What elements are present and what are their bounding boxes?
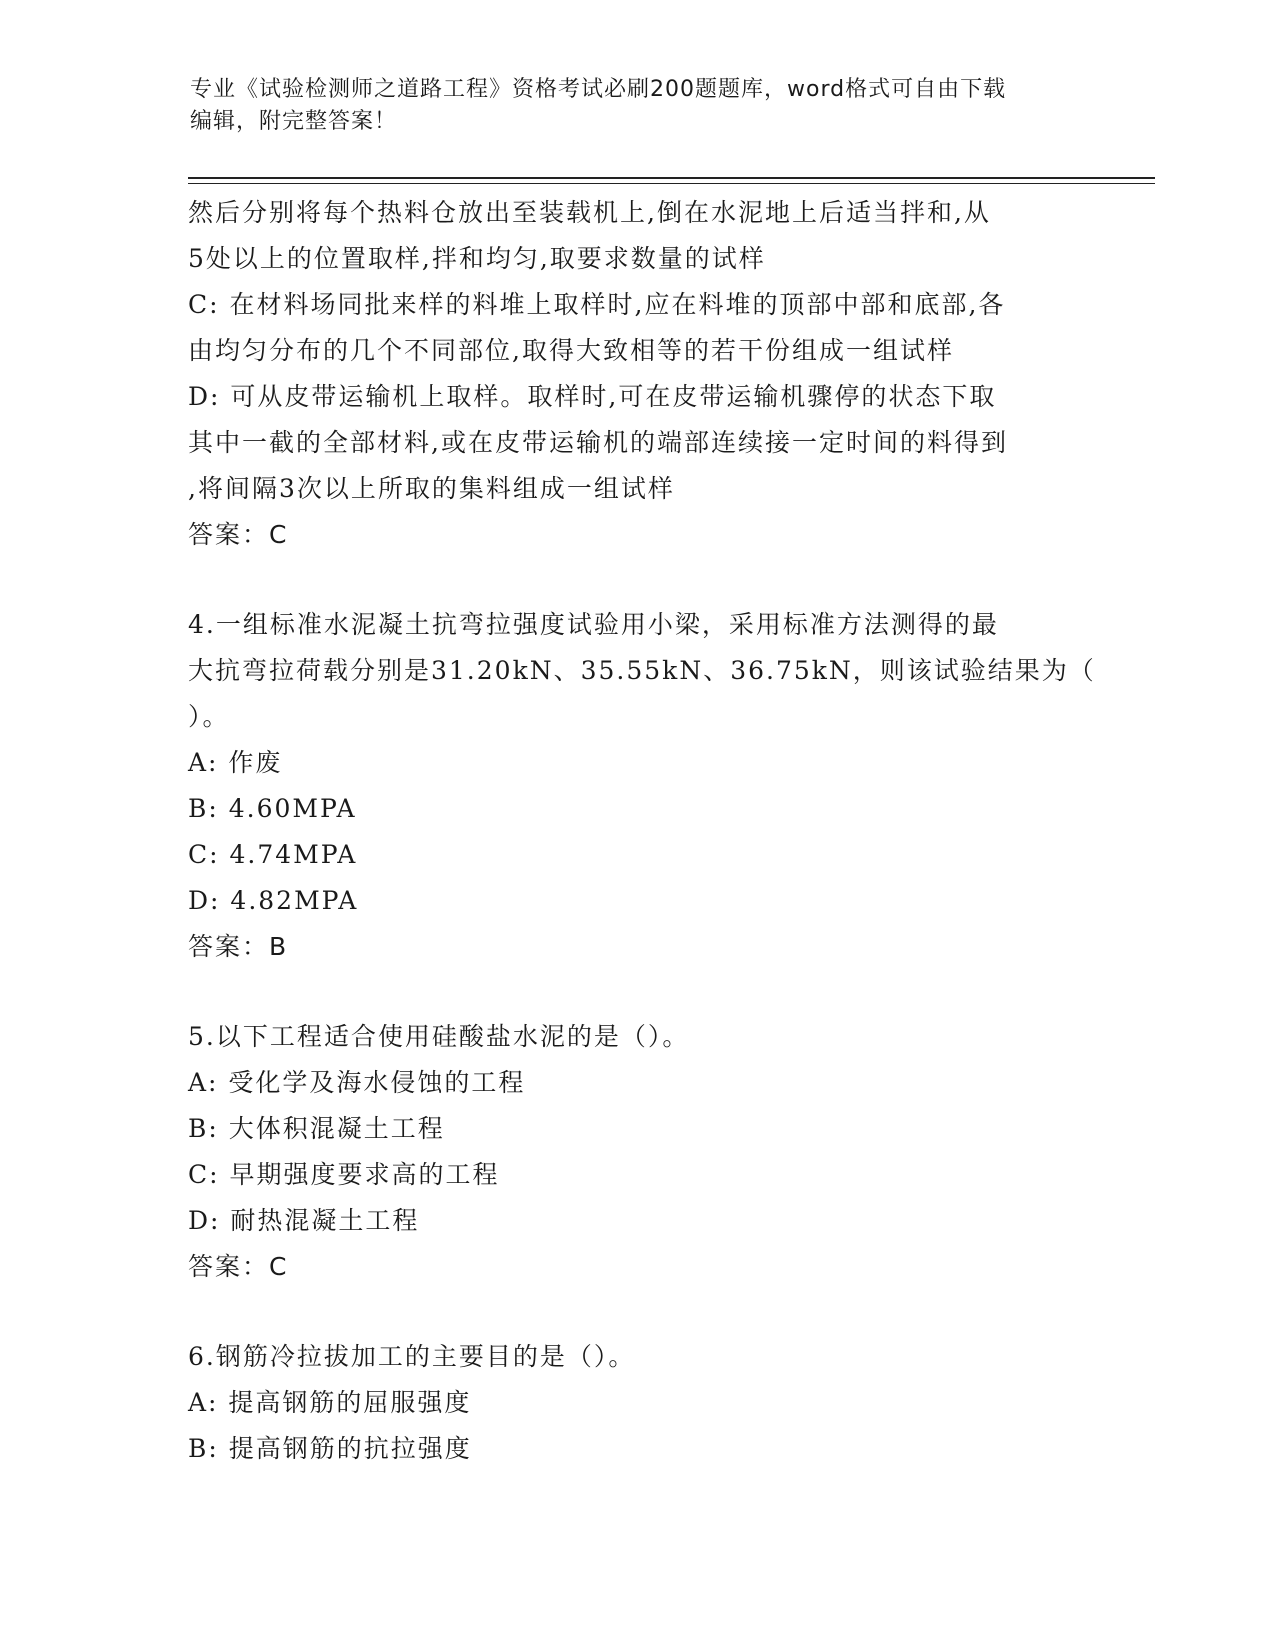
q5-option-d: D: 耐热混凝土工程 — [188, 1206, 420, 1235]
q3-option-d-line-3: ,将间隔3次以上所取的集料组成一组试样 — [188, 474, 675, 503]
q3-option-c-line-2: 由均匀分布的几个不同部位,取得大致相等的若干份组成一组试样 — [188, 336, 954, 365]
q3-text-line-2: 5处以上的位置取样,拌和均匀,取要求数量的试样 — [188, 244, 766, 273]
q4-option-c: C: 4.74MPA — [188, 840, 358, 869]
header-rule-thin — [188, 183, 1155, 184]
q4-stem-line-2: 大抗弯拉荷载分别是31.20kN、35.55kN、36.75kN，则该试验结果为（ — [188, 656, 1096, 685]
q5-option-b: B: 大体积混凝土工程 — [188, 1114, 445, 1143]
q3-text-line-1: 然后分别将每个热料仓放出至装载机上,倒在水泥地上后适当拌和,从 — [188, 198, 991, 227]
q4-option-b: B: 4.60MPA — [188, 794, 357, 823]
question-content — [188, 190, 1096, 1472]
spacer — [188, 970, 1088, 1014]
q5-stem: 5.以下工程适合使用硅酸盐水泥的是（）。 — [188, 1022, 690, 1051]
q3-option-d-line-1: D: 可从皮带运输机上取样。取样时,可在皮带运输机骤停的状态下取 — [188, 382, 997, 411]
q4-option-a: A: 作废 — [188, 748, 283, 777]
spacer — [188, 1290, 1088, 1334]
q6-stem: 6.钢筋冷拉拔加工的主要目的是（）。 — [188, 1342, 636, 1371]
q4-option-d: D: 4.82MPA — [188, 886, 359, 915]
q4-stem-line-3: ）。 — [188, 702, 230, 731]
q6-option-b: B: 提高钢筋的抗拉强度 — [188, 1434, 472, 1463]
document-header — [190, 74, 1070, 138]
header-rule-thick — [188, 177, 1155, 179]
q4-stem-line-1: 4.一组标准水泥凝土抗弯拉强度试验用小梁，采用标准方法测得的最 — [188, 610, 999, 639]
q5-answer: 答案：C — [188, 1252, 289, 1281]
header-line-2: 编辑，附完整答案！ — [190, 109, 398, 134]
q5-option-a: A: 受化学及海水侵蚀的工程 — [188, 1068, 526, 1097]
q4-answer: 答案：B — [188, 932, 289, 961]
q3-answer: 答案：C — [188, 520, 289, 549]
q3-option-c-line-1: C: 在材料场同批来样的料堆上取样时,应在料堆的顶部中部和底部,各 — [188, 290, 1006, 319]
q3-option-d-line-2: 其中一截的全部材料,或在皮带运输机的端部连续接一定时间的料得到 — [188, 428, 1008, 457]
spacer — [188, 558, 1088, 602]
q6-option-a: A: 提高钢筋的屈服强度 — [188, 1388, 472, 1417]
q5-option-c: C: 早期强度要求高的工程 — [188, 1160, 500, 1189]
header-line-1: 专业《试验检测师之道路工程》资格考试必刷200题题库，word格式可自由下载 — [190, 77, 1007, 102]
